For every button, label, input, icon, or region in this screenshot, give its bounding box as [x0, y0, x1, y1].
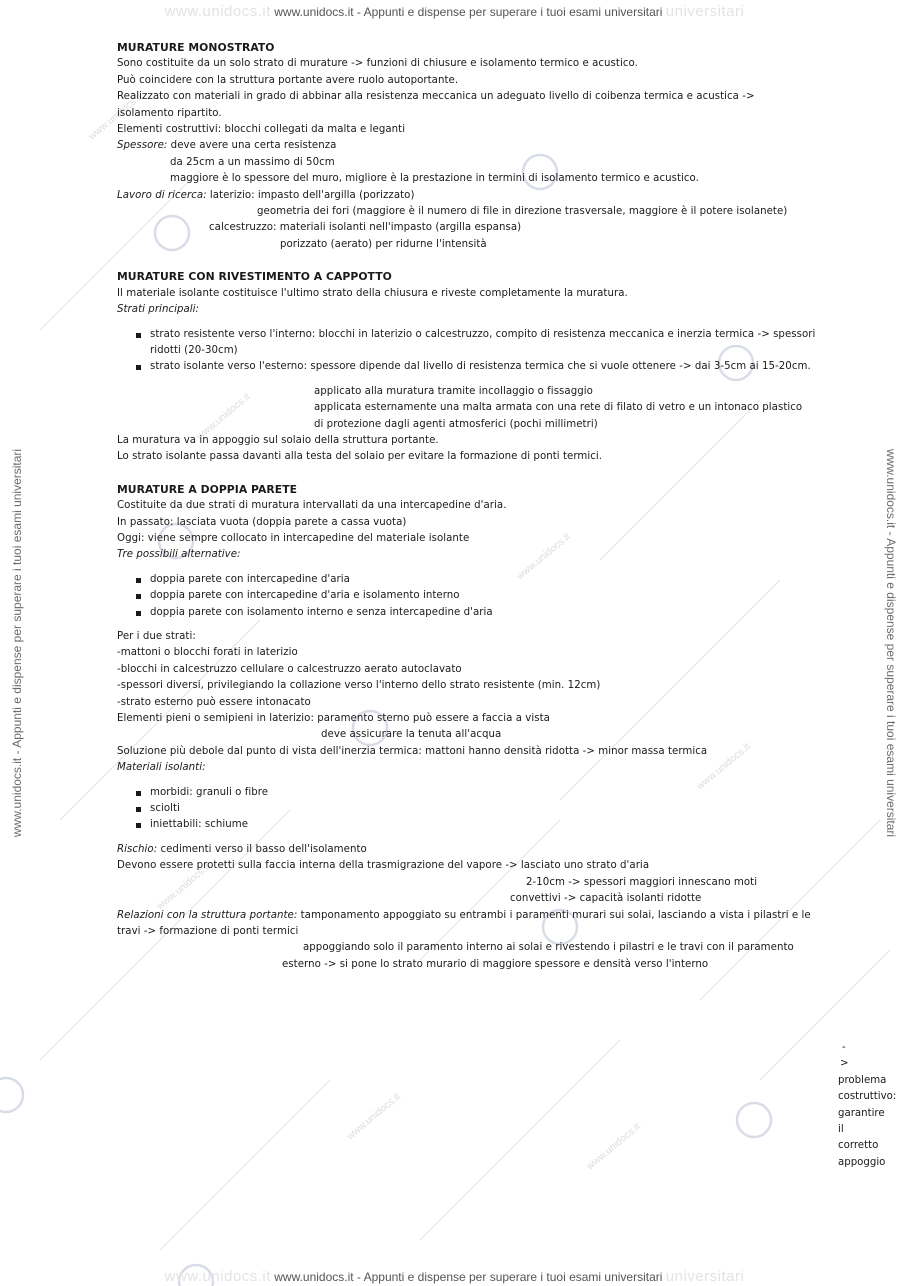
text-line: Elementi pieni o semipieni in laterizio: paramento sterno può essere a faccia a vista	[117, 713, 550, 725]
margin-note-line: il	[838, 1124, 844, 1136]
margin-note-line: garantire	[838, 1107, 885, 1119]
text-line: Per i due strati:	[117, 631, 196, 642]
text-line: deve assicurare la tenuta all'acqua	[321, 729, 502, 741]
list-item: doppia parete con intercapedine d'aria e isolamento interno	[150, 588, 817, 604]
watermark-text: www.unidocs.it	[514, 531, 573, 583]
list-item: sciolti	[150, 801, 817, 817]
watermark-text: www.unidocs.it	[694, 741, 753, 793]
watermark-text: www.unidocs.it	[584, 1121, 643, 1173]
text-line: convettivi -> capacità isolanti ridotte	[510, 893, 702, 905]
list-item: doppia parete con intercapedine d'aria	[150, 572, 817, 588]
text-line: -strato esterno può essere intonacato	[117, 696, 311, 708]
side-banner-left: www.unidocs.it - Appunti e dispense per superare i tuoi esami universitari	[10, 448, 24, 838]
section-title-monostrato: MURATURE MONOSTRATO	[117, 41, 275, 54]
text-line: Realizzato con materiali in grado di abbinar alla resistenza meccanica un adeguato livello di coibenza termica e acustica ->	[117, 91, 755, 103]
banner-ghost-right: universitari	[665, 3, 745, 20]
bullet-list-alternative	[117, 572, 817, 621]
text-line: Oggi: viene sempre collocato in intercapedine del materiale isolante	[117, 532, 470, 544]
margin-note-line: >	[840, 1058, 849, 1070]
text-line: Costituite da due strati di muratura intervallati da una intercapedine d'aria.	[117, 500, 507, 512]
margin-note-line: appoggio	[838, 1156, 886, 1168]
text-line: Relazioni con la struttura portante: tamponamento appoggiato su entrambi i paramenti murari sui solai, lasciando a vista i pilastri e le travi -> formazione di ponti termici	[117, 909, 811, 937]
text-line: Spessore: deve avere una certa resistenza	[117, 140, 337, 152]
text-line: -spessori diversi, privilegiando la collazione verso l'interno dello strato resistente (min. 12cm)	[117, 680, 601, 692]
text-line: maggiore è lo spessore del muro, migliore è la prestazione in termini di isolamento termico e acustico.	[170, 173, 699, 185]
watermark-text: www.unidocs.it	[194, 391, 253, 443]
text-line: porizzato (aerato) per ridurne l'intensità	[280, 238, 487, 250]
text-line: applicata esternamente una malta armata con una rete di filato di vetro e un intonaco plastico	[314, 402, 803, 414]
text-line: di protezione dagli agenti atmosferici (pochi millimetri)	[314, 418, 598, 430]
text-line: -mattoni o blocchi forati in laterizio	[117, 647, 298, 659]
label-spessore: Spessore:	[117, 140, 168, 152]
label-rischio: Rischio:	[117, 843, 158, 855]
banner-ghost-left: www.unidocs.it	[164, 3, 271, 20]
list-item: strato resistente verso l'interno: blocchi in laterizio o calcestruzzo, compito di resistenza meccanica e inerzia termica -> spessori ridotti (20-30cm)	[150, 327, 817, 360]
text-line: Lo strato isolante passa davanti alla testa del solaio per evitare la formazione di ponti termici.	[117, 451, 603, 463]
text-line: La muratura va in appoggio sul solaio della struttura portante.	[117, 434, 439, 446]
bullet-list-strati	[117, 327, 817, 376]
document-body	[117, 40, 817, 973]
watermark-text: www.unidocs.it	[154, 861, 213, 913]
text-line: 2-10cm -> spessori maggiori innescano moti	[526, 876, 758, 888]
text-line: applicato alla muratura tramite incollaggio o fissaggio	[314, 385, 593, 397]
text-line: isolamento ripartito.	[117, 107, 222, 119]
text-line: Rischio: cedimenti verso il basso dell'isolamento	[117, 843, 367, 855]
text-line: Soluzione più debole dal punto di vista dell'inerzia termica: mattoni hanno densità ridotta -> minor massa termica	[117, 745, 708, 757]
banner-ghost-left: www.unidocs.it	[164, 1268, 271, 1285]
text-line: calcestruzzo: materiali isolanti nell'impasto (argilla espansa)	[209, 222, 522, 234]
text-line: geometria dei fori (maggiore è il numero di file in direzione trasversale, maggiore è il potere isolanete)	[257, 206, 788, 218]
section-title-cappotto: MURATURE CON RIVESTIMENTO A CAPPOTTO	[117, 270, 392, 284]
label-lavoro-ricerca: Lavoro di ricerca:	[117, 189, 207, 201]
watermark-text: www.unidocs.it	[86, 91, 145, 143]
text-line	[117, 302, 817, 318]
text-line: -blocchi in calcestruzzo cellulare o calcestruzzo aerato autoclavato	[117, 663, 462, 675]
text-line: Lavoro di ricerca: laterizio: impasto dell'argilla (porizzato)	[117, 189, 415, 201]
list-item: strato isolante verso l'esterno: spessore dipende dal livello di resistenza termica che si vuole ottenere -> dai 3-5cm ai 15-20cm.	[150, 359, 817, 375]
watermark-text: www.unidocs.it	[344, 1091, 403, 1143]
text-line: appoggiando solo il paramento interno ai solai e rivestendo i pilastri e le travi con il paramento	[303, 942, 794, 954]
label-strati: Strati principali:	[117, 304, 200, 316]
text-line: Devono essere protetti sulla faccia interna della trasmigrazione del vapore -> lasciato uno strato d'aria	[117, 860, 650, 872]
text-line: da 25cm a un massimo di 50cm	[170, 156, 335, 168]
text-line	[117, 547, 817, 563]
margin-note-line: costruttivo:	[838, 1091, 897, 1103]
banner-link[interactable]: www.unidocs.it - Appunti e dispense per superare i tuoi esami universitari	[274, 1270, 663, 1284]
text-line: In passato: lasciata vuota (doppia parete a cassa vuota)	[117, 516, 407, 528]
text-line: Può coincidere con la struttura portante avere ruolo autoportante.	[117, 74, 459, 86]
margin-note	[838, 1040, 908, 1171]
footer-banner	[0, 1268, 909, 1285]
text-line: esterno -> si pone lo strato murario di maggiore spessore e densità verso l'interno	[282, 958, 709, 970]
margin-note-line: problema	[838, 1074, 887, 1086]
label-materiali: Materiali isolanti:	[117, 762, 206, 774]
text-line: Il materiale isolante costituisce l'ultimo strato della chiusura e riveste completamente la muratura.	[117, 287, 628, 299]
list-item: doppia parete con isolamento interno e senza intercapedine d'aria	[150, 605, 817, 621]
list-item: iniettabili: schiume	[150, 817, 817, 833]
banner-ghost-right: universitari	[665, 1268, 745, 1285]
text-line: Sono costituite da un solo strato di murature -> funzioni di chiusure e isolamento termico e acustico.	[117, 58, 638, 70]
section-title-doppia-parete: MURATURE A DOPPIA PARETE	[117, 482, 298, 496]
label-relazioni: Relazioni con la struttura portante:	[117, 909, 298, 921]
bullet-list-materiali	[117, 785, 817, 834]
side-banner-right: www.unidocs.it - Appunti e dispense per superare i tuoi esami universitari	[884, 448, 898, 838]
margin-note-line: corretto	[838, 1140, 879, 1152]
list-item: morbidi: granuli o fibre	[150, 785, 817, 801]
text-line: Elementi costruttivi: blocchi collegati da malta e leganti	[117, 124, 406, 136]
text-line	[117, 760, 817, 776]
margin-note-line: -	[842, 1042, 846, 1053]
banner-link[interactable]: www.unidocs.it - Appunti e dispense per superare i tuoi esami universitari	[274, 5, 663, 19]
header-banner	[0, 3, 909, 20]
label-alternative: Tre possibili alternative:	[117, 549, 241, 561]
